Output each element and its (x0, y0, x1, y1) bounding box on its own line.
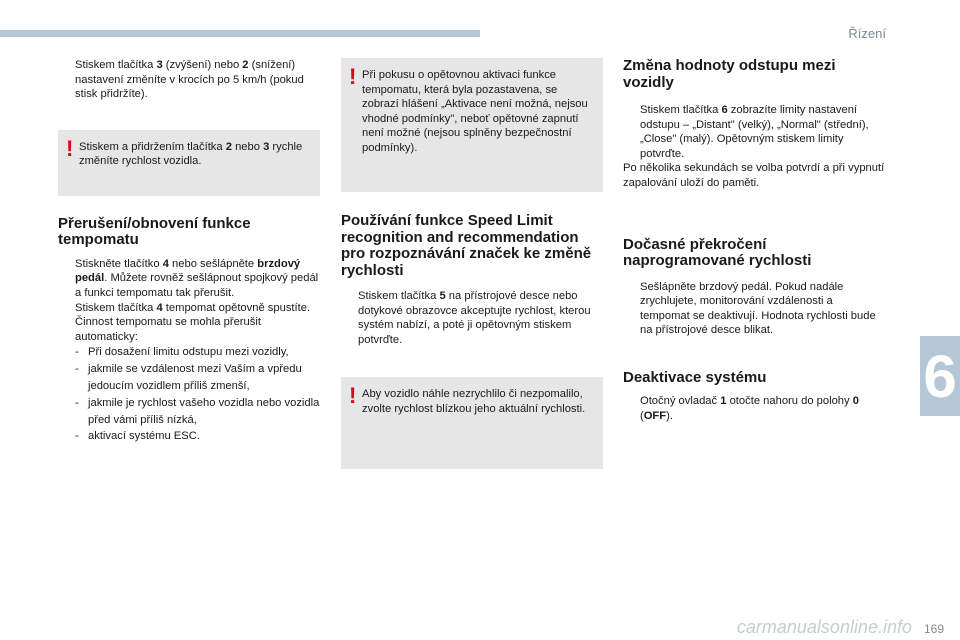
warning-icon: ! (66, 135, 74, 161)
bullet-paragraph: Otočný ovladač 1 otočte nahoru do polohy 0 (OFF). (640, 395, 859, 423)
warning-box: ! Při pokusu o opětovnou aktivaci funkce tempomatu, která byla pozastavena, se zobrazí hlášení „Aktivace není možná, nejsou vhodné podmínky", neboť opětovné zapnutí není možné (nejsou splněny bezpečnostní podmínky). (341, 58, 603, 192)
list-item: - jakmile se vzdálenost mezi Vaším a vpředu jedoucím vozidlem příliš zmenší, (75, 363, 302, 392)
column-1 (58, 58, 320, 445)
column-2 (341, 58, 603, 469)
heading-distance: Změna hodnoty odstupu mezi vozidly (623, 57, 836, 91)
heading-speed-limit: Používání funkce Speed Limit recognition and recommendation pro rozpoznávání značek ke změně rychlosti (341, 212, 592, 279)
dash-list (58, 344, 320, 445)
bullet-paragraph: Stiskem tlačítka 6 zobrazíte limity nastavení odstupu – „Distant" (velký), „Normal" (střední), „Close" (malý). Opětovným stiskem limity potvrďte. (640, 104, 869, 160)
chapter-tab: 6 (920, 336, 960, 416)
header-bar (0, 30, 480, 37)
watermark: carmanualsonline.info (736, 617, 912, 637)
heading-deactivate: Deaktivace systému (623, 368, 767, 386)
warning-box: ! Stiskem a přidržením tlačítka 2 nebo 3 rychle změníte rychlost vozidla. (58, 130, 320, 196)
paragraph: Po několika sekundách se volba potvrdí a při vypnutí zapalování uloží do paměti. (623, 162, 885, 189)
heading-cruise-pause: Přerušení/obnovení funkce tempomatu (58, 214, 251, 249)
heading-override: Dočasné překročení naprogramované rychlosti (623, 235, 812, 270)
bullet-paragraph: Stiskem tlačítka 4 tempomat opětovně spustíte. Činnost tempomatu se mohla přerušit automaticky: (75, 301, 311, 343)
warning-box: ! Aby vozidlo náhle nezrychlilo či nezpomalilo, zvolte rychlost blízkou jeho aktuální rychlosti. (341, 377, 603, 469)
bullet-paragraph: Sešlápněte brzdový pedál. Pokud nadále zrychlujete, monitorování vzdálenosti a tempomat se deaktivují. Hodnota rychlosti bude na přístrojové desce blikat. (640, 280, 876, 337)
bullet-paragraph: Stiskněte tlačítko 4 nebo sešlápněte brzdový pedál. Můžete rovněž sešlápnout spojkový pedál a funkci tempomatu tak přerušit. (75, 257, 319, 299)
warning-icon: ! (349, 64, 357, 89)
list-item: - Při dosažení limitu odstupu mezi vozidly, (75, 346, 289, 359)
warning-icon: ! (349, 383, 357, 409)
page-number: 169 (923, 622, 944, 636)
bullet-paragraph: Stiskem tlačítka 5 na přístrojové desce nebo dotykové obrazovce akceptujte rychlost, kterou systém nabízí, a poté ji opětovným stiskem potvrďte. (358, 290, 591, 346)
list-item: - aktivací systému ESC. (75, 430, 200, 443)
list-item: - jakmile je rychlost vašeho vozidla nebo vozidla před vámi příliš nízká, (75, 396, 320, 426)
bullet-paragraph: Stiskem tlačítka 3 (zvýšení) nebo 2 (snížení) nastavení změníte v krocích po 5 km/h (pokud stisk přidržíte). (75, 59, 304, 101)
column-3 (623, 58, 885, 424)
section-title: Řízení (848, 26, 886, 41)
